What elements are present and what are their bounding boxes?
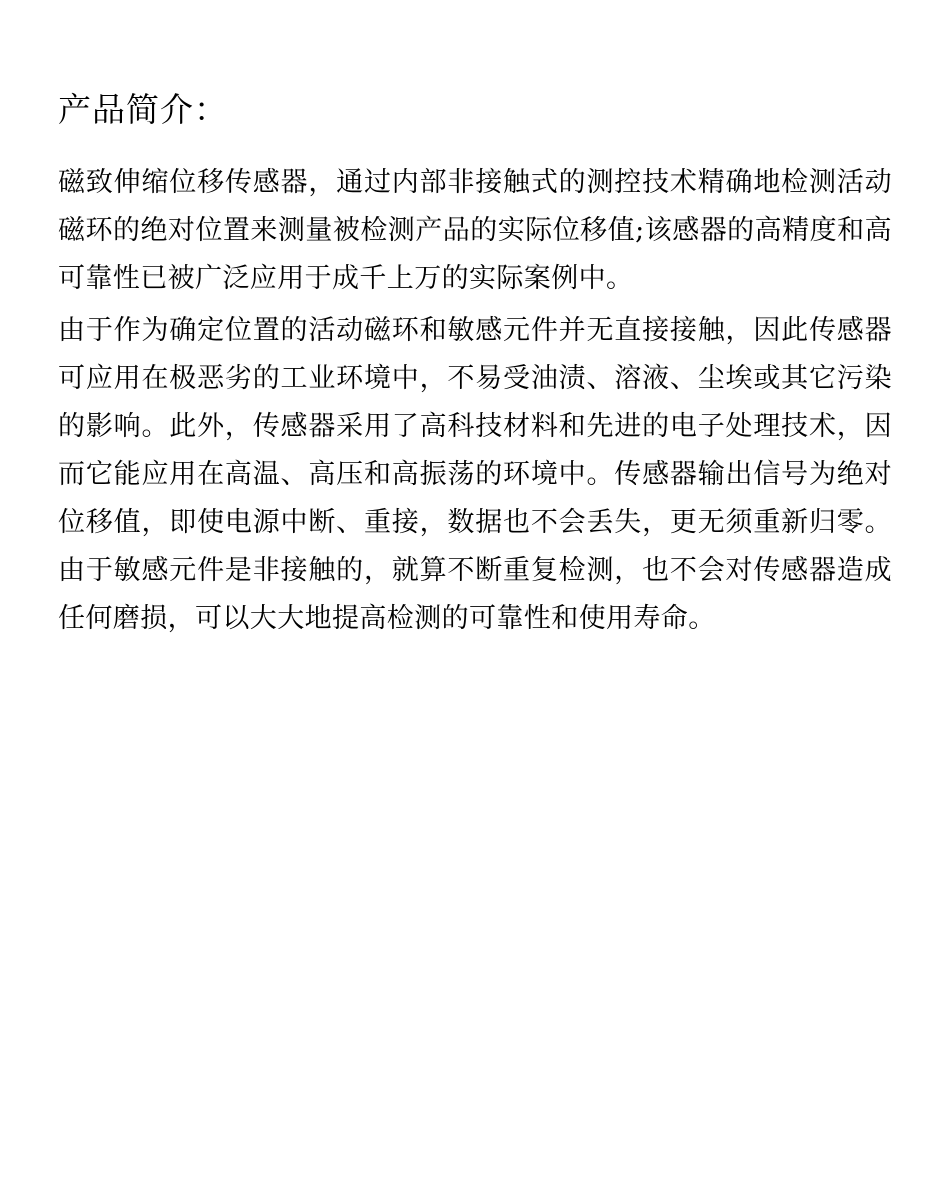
paragraph-operating-conditions: 由于作为确定位置的活动磁环和敏感元件并无直接接触，因此传感器可应用在极恶劣的工业环境中，不易受油渍、溶液、尘埃或其它污染的影响。此外，传感器采用了高科技材料和先进的电子处理技术，因而它能应用在高温、高压和高振荡的环境中。传感器输出信号为绝对位移值，即使电源中断、重接，数据也不会丢失，更无须重新归零。由于敏感元件是非接触的，就算不断重复检测，也不会对传感器造成任何磨损，可以大大地提高检测的可靠性和使用寿命。 [58, 314, 892, 634]
paragraph-product-overview: 磁致伸缩位移传感器，通过内部非接触式的测控技术精确地检测活动磁环的绝对位置来测量被检测产品的实际位移值;该感器的高精度和高可靠性已被广泛应用于成千上万的实际案例中。 [58, 166, 892, 294]
page-title: 产品简介： [58, 90, 228, 129]
